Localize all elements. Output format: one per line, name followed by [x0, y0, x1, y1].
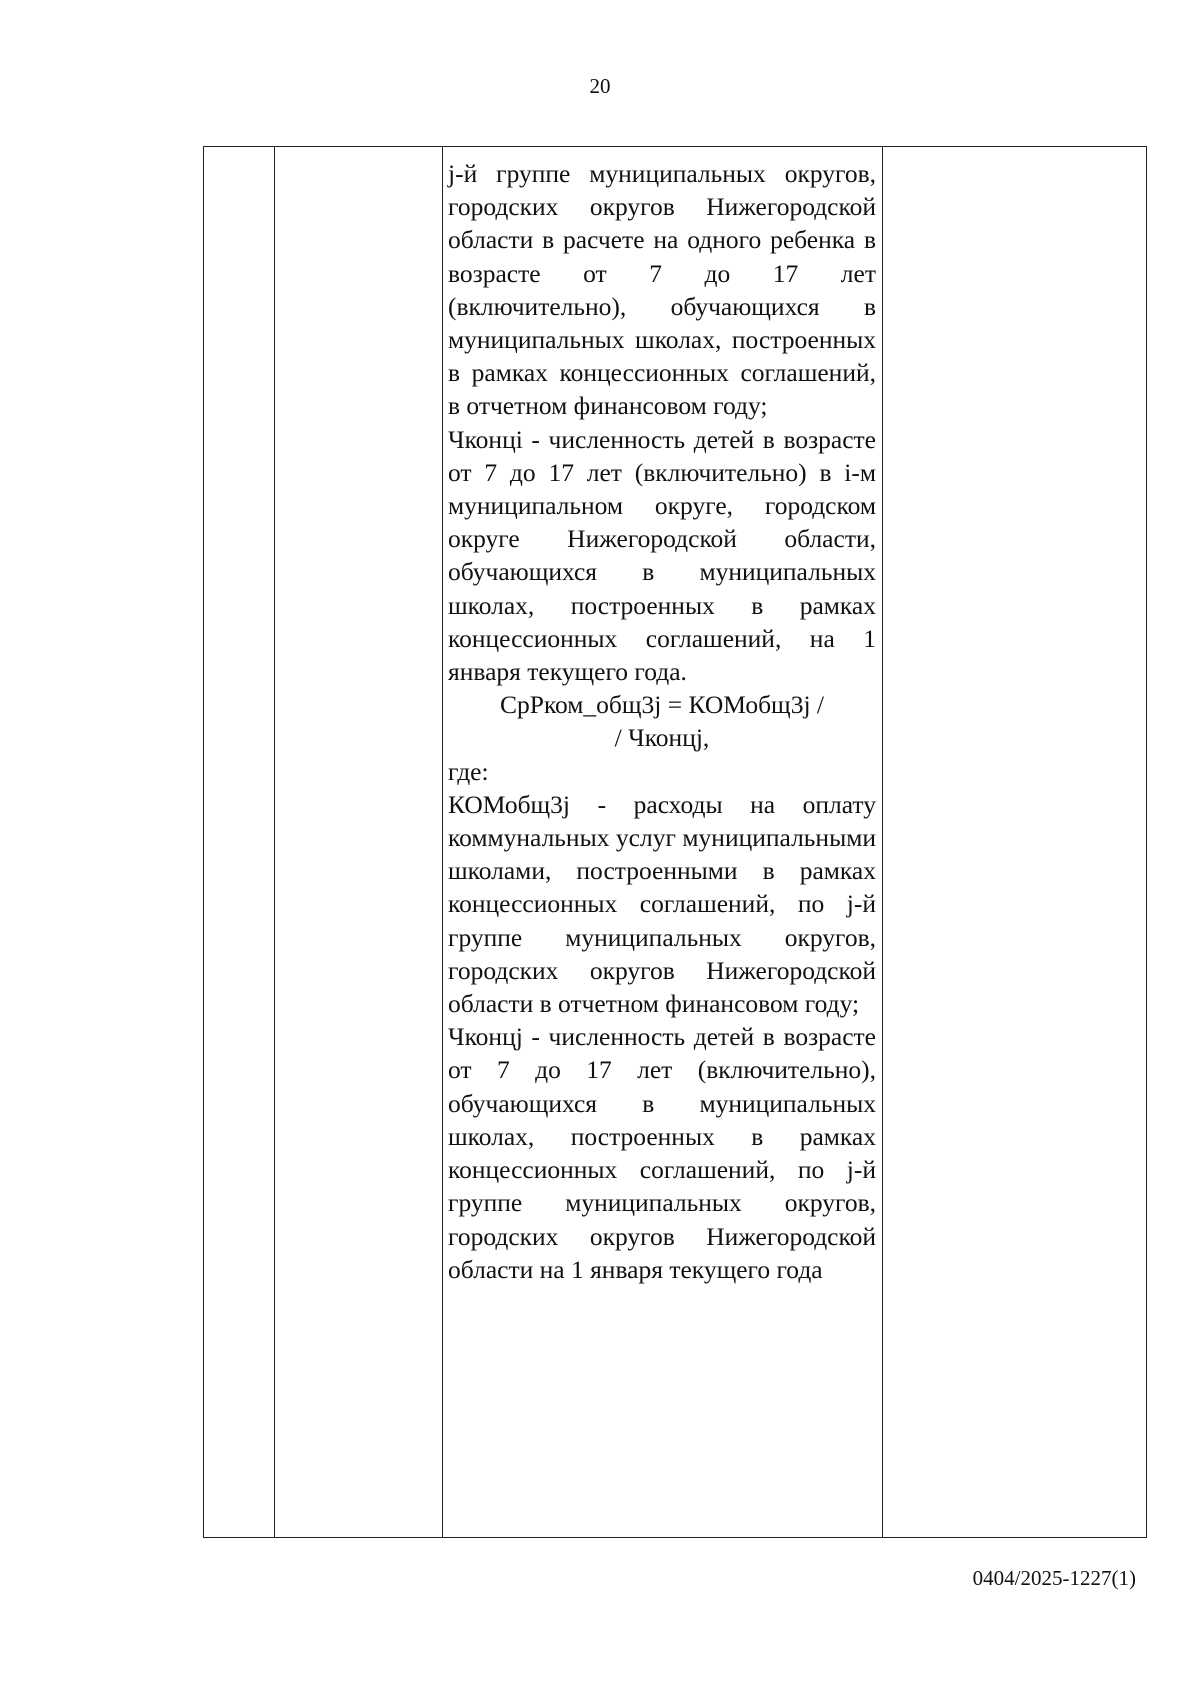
document-table [203, 146, 1147, 1538]
table-column-divider [442, 147, 443, 1537]
formula-line: СрРком_общ3j = КОМобщ3j / [500, 690, 824, 720]
formula-line: / Чконцj, [614, 723, 710, 753]
page-number: 20 [589, 74, 611, 98]
table-cell-description [448, 157, 876, 1286]
definition-paragraph: КОМобщ3j - расходы на оплату коммунальных услуг муниципальными школами, построенными в рамках концессионных соглашений, по j-й группе муниципальных округов, городских округов Нижегородской области в отчетном финансовом году; [448, 789, 876, 1019]
table-column-divider [274, 147, 275, 1537]
where-label: где: [448, 756, 489, 786]
table-column-divider [882, 147, 883, 1537]
definition-paragraph: Чконцj - численность детей в возрасте от 7 до 17 лет (включительно), обучающихся в муниципальных школах, построенных в рамках концессионных соглашений, по j-й группе муниципальных округов, городских округов Нижегородской области на 1 января текущего года [448, 1022, 876, 1284]
document-code: 0404/2025-1227(1) [972, 1566, 1136, 1590]
definition-paragraph: j-й группе муниципальных округов, городских округов Нижегородской области в расчете на одного ребенка в возрасте от 7 до 17 лет (включительно), обучающихся в муниципальных школах, построенных в рамках концессионных соглашений, в отчетном финансовом году; [448, 159, 876, 421]
definition-paragraph: Чконцi - численность детей в возрасте от 7 до 17 лет (включительно) в i-м муниципальном округе, городском округе Нижегородской области, обучающихся в муниципальных школах, построенных в рамках концессионных соглашений, на 1 января текущего года. [448, 424, 876, 687]
